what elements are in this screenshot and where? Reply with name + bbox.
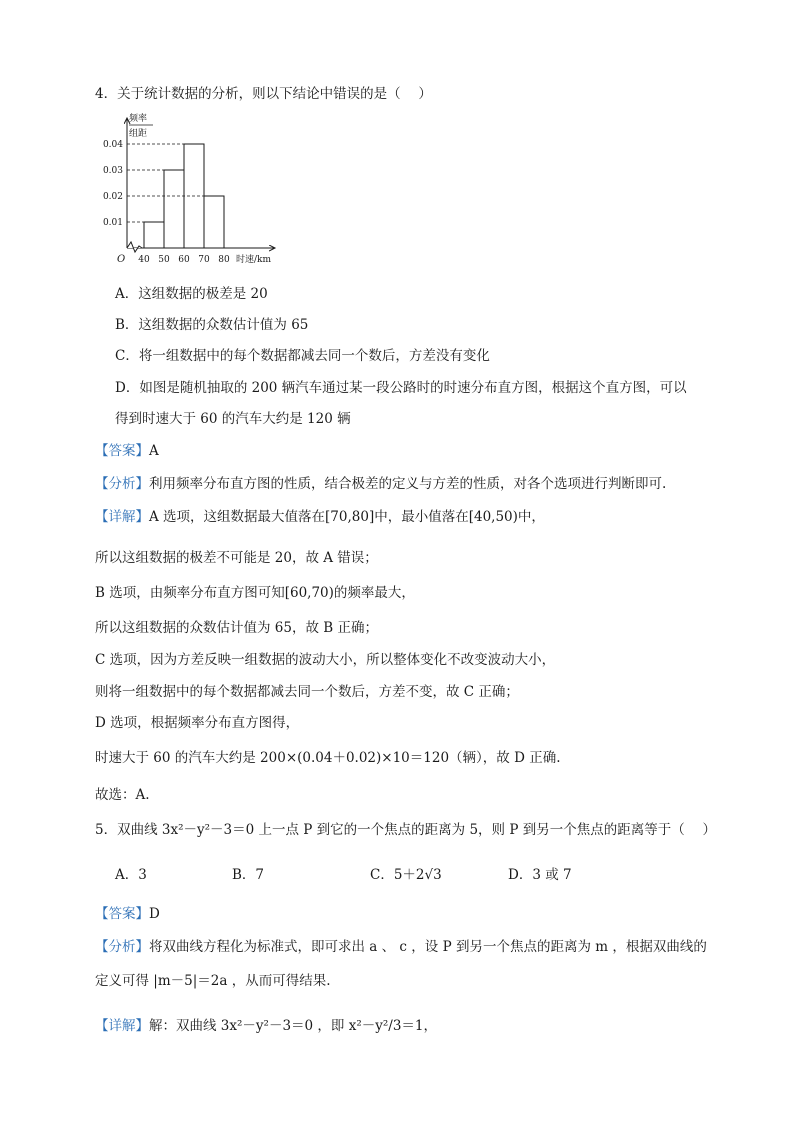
histogram-bar-1 bbox=[164, 170, 184, 248]
x-tick-label-0: 40 bbox=[138, 255, 150, 265]
q4-option-c: C．将一组数据中的每个数据都减去同一个数后，方差没有变化 bbox=[115, 348, 490, 364]
q5-analysis-line2: 定义可得 |m－5|＝2a ，从而可得结果. bbox=[95, 973, 331, 989]
y-tick-label-2: 0.03 bbox=[102, 166, 123, 176]
x-tick-label-4: 80 bbox=[218, 255, 230, 265]
histogram-bar-3 bbox=[204, 196, 224, 248]
q5-question: 5．双曲线 3x²－y²－3＝0 上一点 P 到它的一个焦点的距离为 5，则 P 到另一个焦点的距离等于（ ） bbox=[95, 822, 717, 838]
q5-option-b: B．7 bbox=[232, 867, 265, 883]
x-label: 时速/km bbox=[236, 255, 272, 265]
q5-answer-value: D bbox=[149, 906, 160, 922]
q5-option-c: C．5＋2√3 bbox=[370, 867, 442, 883]
q4-option-d-line2: 得到时速大于 60 的汽车大约是 120 辆 bbox=[115, 411, 351, 427]
q4-detail-text-0: A 选项，这组数据最大值落在[70,80]中，最小值落在[40,50)中， bbox=[149, 509, 545, 525]
q4-detail-line-0 bbox=[95, 509, 545, 525]
q4-analysis bbox=[95, 476, 666, 492]
q5-option-d: D．3 或 7 bbox=[508, 867, 572, 883]
q4-detail-line-2: B 选项，由频率分布直方图可知[60,70)的频率最大， bbox=[95, 585, 415, 601]
q4-option-a: A．这组数据的极差是 20 bbox=[115, 286, 268, 302]
q4-answer-value: A bbox=[149, 443, 159, 459]
x-tick-label-1: 50 bbox=[158, 255, 170, 265]
q4-histogram bbox=[100, 112, 290, 274]
x-tick-label-2: 60 bbox=[178, 255, 190, 265]
q4-detail-tag: 【详解】 bbox=[95, 509, 149, 525]
q5-detail-tag: 【详解】 bbox=[95, 1018, 149, 1034]
y-label-denominator: 组距 bbox=[129, 129, 148, 139]
q4-analysis-text: 利用频率分布直方图的性质，结合极差的定义与方差的性质，对各个选项进行判断即可. bbox=[149, 476, 667, 492]
y-tick-label-1: 0.02 bbox=[102, 192, 123, 202]
histogram-bar-0 bbox=[144, 222, 164, 248]
q5-answer-tag: 【答案】 bbox=[95, 906, 149, 922]
q5-analysis-tag: 【分析】 bbox=[95, 939, 149, 955]
y-label-numerator: 频率 bbox=[129, 114, 148, 124]
axis-break-mark bbox=[127, 242, 142, 252]
x-tick-label-3: 70 bbox=[198, 255, 210, 265]
q4-detail-line-4: C 选项，因为方差反映一组数据的波动大小，所以整体变化不改变波动大小， bbox=[95, 652, 556, 668]
q5-analysis-text: 将双曲线方程化为标准式，即可求出 a 、 c ，设 P 到另一个焦点的距离为 m ，根据双曲线的 bbox=[149, 939, 707, 955]
q4-answer-tag: 【答案】 bbox=[95, 443, 149, 459]
y-tick-label-0: 0.01 bbox=[102, 218, 123, 228]
q4-detail-line-7: 时速大于 60 的汽车大约是 200×(0.04＋0.02)×10＝120（辆），故 D 正确. bbox=[95, 750, 561, 766]
q4-option-b: B．这组数据的众数估计值为 65 bbox=[115, 317, 309, 333]
q5-analysis-line1 bbox=[95, 939, 707, 955]
q5-detail-text: 解：双曲线 3x²－y²－3＝0 ，即 x²－y²/3＝1， bbox=[149, 1018, 437, 1034]
q4-detail-line-8: 故选：A. bbox=[95, 787, 150, 803]
q5-answer bbox=[95, 906, 160, 922]
origin-label: O bbox=[117, 254, 126, 265]
q4-detail-line-6: D 选项，根据频率分布直方图得， bbox=[95, 715, 300, 731]
q5-detail bbox=[95, 1018, 437, 1034]
q4-detail-line-3: 所以这组数据的众数估计值为 65，故 B 正确； bbox=[95, 620, 378, 636]
q4-option-d-line1: D．如图是随机抽取的 200 辆汽车通过某一段公路时的时速分布直方图，根据这个直方图，可以 bbox=[115, 380, 687, 396]
q4-answer bbox=[95, 443, 159, 459]
q4-question: 4．关于统计数据的分析，则以下结论中错误的是（ ） bbox=[95, 86, 432, 102]
q4-detail-line-5: 则将一组数据中的每个数据都减去同一个数后，方差不变，故 C 正确； bbox=[95, 684, 519, 700]
y-tick-label-3: 0.04 bbox=[102, 140, 123, 150]
q4-detail-line-1: 所以这组数据的极差不可能是 20，故 A 错误； bbox=[95, 550, 378, 566]
q5-option-a: A．3 bbox=[115, 867, 147, 883]
q4-analysis-tag: 【分析】 bbox=[95, 476, 149, 492]
